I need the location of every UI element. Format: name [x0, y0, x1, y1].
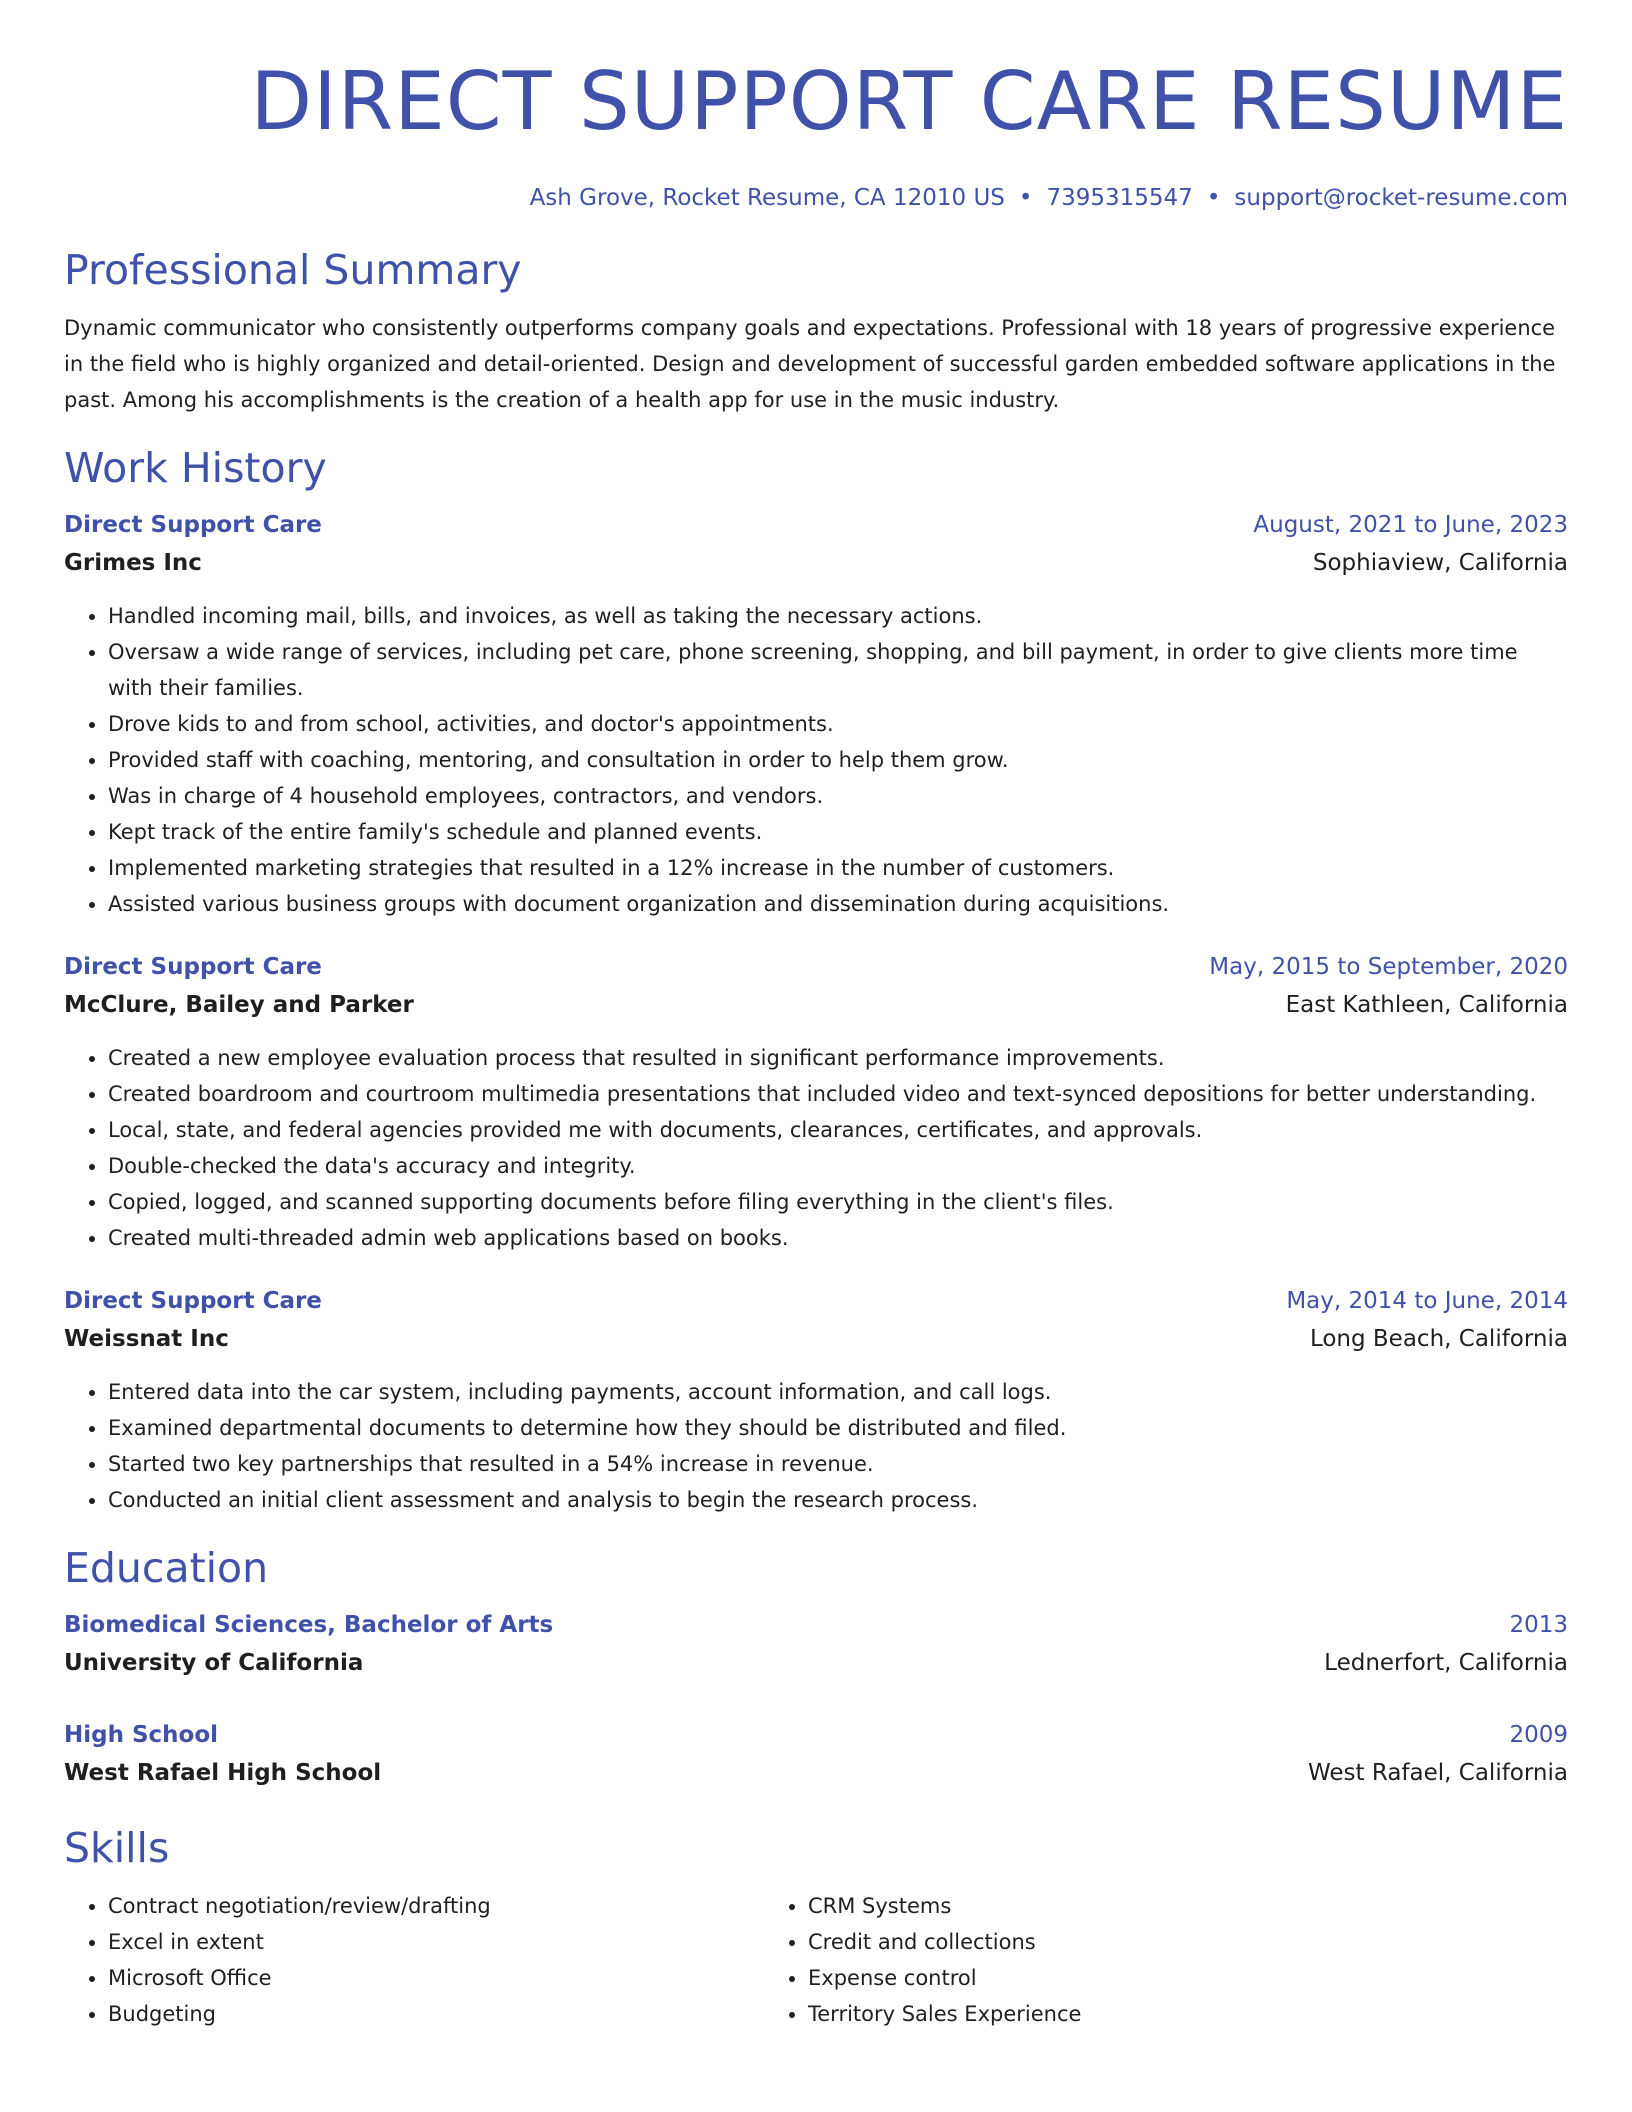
- job-bullet: • Assisted various business groups with document organization and dissemination during acquisitions.: [108, 886, 1568, 922]
- job-dates: May, 2015 to September, 2020: [1209, 954, 1568, 980]
- summary-text: Dynamic communicator who consistently outperforms company goals and expectations. Professional with 18 years of progressive experience in the field who is highly organized and detail-oriented. Design and development of successful garden embedded software applications in the past. Among his accomplishments is the creation of a health app for use in the music industry.: [64, 316, 1556, 412]
- education-entry: [64, 1606, 1568, 1682]
- skills-list: [64, 1888, 1568, 2032]
- job-company: Weissnat Inc: [64, 1326, 229, 1352]
- job-bullet: • Drove kids to and from school, activities, and doctor's appointments.: [108, 706, 1568, 742]
- job-bullet: • Created a new employee evaluation process that resulted in significant performance improvements.: [108, 1040, 1568, 1076]
- job-bullet: • Double-checked the data's accuracy and integrity.: [108, 1148, 1568, 1184]
- contact-separator: •: [1206, 185, 1221, 211]
- job-location: Sophiaview, California: [1312, 550, 1568, 576]
- summary-heading: Professional Summary: [64, 246, 522, 294]
- education-school: West Rafael High School: [64, 1760, 382, 1786]
- job-bullet: • Started two key partnerships that resulted in a 54% increase in revenue.: [108, 1446, 1568, 1482]
- job-bullet: • Created multi-threaded admin web applications based on books.: [108, 1220, 1568, 1256]
- contact-phone[interactable]: 7395315547: [1046, 185, 1193, 211]
- skill-item: • Contract negotiation/review/drafting: [108, 1888, 764, 1924]
- education-year: 2013: [1509, 1612, 1568, 1638]
- skills-column-right: [764, 1888, 1464, 2032]
- contact-separator: •: [1018, 185, 1033, 211]
- skill-item: • Territory Sales Experience: [808, 1996, 1464, 2032]
- job-bullets: [64, 1374, 1568, 1518]
- job-location: East Kathleen, California: [1285, 992, 1568, 1018]
- job-company: McClure, Bailey and Parker: [64, 992, 414, 1018]
- skill-item: • Microsoft Office: [108, 1960, 764, 1996]
- job-bullet: • Entered data into the car system, including payments, account information, and call logs.: [108, 1374, 1568, 1410]
- job-role: Direct Support Care: [64, 512, 322, 538]
- contact-address: Ash Grove, Rocket Resume, CA 12010 US: [529, 185, 1005, 211]
- job-dates: August, 2021 to June, 2023: [1253, 512, 1568, 538]
- job-bullet: • Local, state, and federal agencies provided me with documents, clearances, certificates, and approvals.: [108, 1112, 1568, 1148]
- work-history-heading: Work History: [64, 444, 327, 492]
- education-heading: Education: [64, 1544, 269, 1592]
- job-bullet: • Provided staff with coaching, mentoring, and consultation in order to help them grow.: [108, 742, 1568, 778]
- education-location: West Rafael, California: [1308, 1760, 1568, 1786]
- resume-title: DIRECT SUPPORT CARE RESUME: [250, 55, 1568, 148]
- job-entry: [64, 1282, 1568, 1518]
- skill-item: • Excel in extent: [108, 1924, 764, 1960]
- job-role: Direct Support Care: [64, 954, 322, 980]
- job-role: Direct Support Care: [64, 1288, 322, 1314]
- job-company: Grimes Inc: [64, 550, 202, 576]
- job-bullets: [64, 1040, 1568, 1256]
- job-entry: [64, 506, 1568, 922]
- skill-item: • Budgeting: [108, 1996, 764, 2032]
- job-bullets: [64, 598, 1568, 922]
- job-bullet: • Implemented marketing strategies that resulted in a 12% increase in the number of customers.: [108, 850, 1568, 886]
- job-bullet: • Copied, logged, and scanned supporting documents before filing everything in the client's files.: [108, 1184, 1568, 1220]
- contact-line: [64, 182, 1568, 214]
- job-bullet: • Created boardroom and courtroom multimedia presentations that included video and text-synced depositions for better understanding.: [108, 1076, 1568, 1112]
- skills-heading: Skills: [64, 1824, 170, 1872]
- job-bullet: • Was in charge of 4 household employees, contractors, and vendors.: [108, 778, 1568, 814]
- skill-item: • Credit and collections: [808, 1924, 1464, 1960]
- job-location: Long Beach, California: [1309, 1326, 1568, 1352]
- education-entry: [64, 1716, 1568, 1792]
- skill-item: • CRM Systems: [808, 1888, 1464, 1924]
- job-entry: [64, 948, 1568, 1256]
- education-year: 2009: [1509, 1722, 1568, 1748]
- education-degree: Biomedical Sciences, Bachelor of Arts: [64, 1612, 554, 1638]
- job-bullet: • Oversaw a wide range of services, including pet care, phone screening, shopping, and bill payment, in order to give clients more time with their families.: [108, 634, 1568, 706]
- job-bullet: • Kept track of the entire family's schedule and planned events.: [108, 814, 1568, 850]
- job-bullet: • Conducted an initial client assessment and analysis to begin the research process.: [108, 1482, 1568, 1518]
- job-dates: May, 2014 to June, 2014: [1286, 1288, 1568, 1314]
- contact-email[interactable]: support@rocket-resume.com: [1234, 185, 1568, 211]
- skills-column-left: [64, 1888, 764, 2032]
- skill-item: • Expense control: [808, 1960, 1464, 1996]
- job-bullet: • Examined departmental documents to determine how they should be distributed and filed.: [108, 1410, 1568, 1446]
- job-bullet: • Handled incoming mail, bills, and invoices, as well as taking the necessary actions.: [108, 598, 1568, 634]
- education-location: Lednerfort, California: [1324, 1650, 1568, 1676]
- education-degree: High School: [64, 1722, 219, 1748]
- education-school: University of California: [64, 1650, 364, 1676]
